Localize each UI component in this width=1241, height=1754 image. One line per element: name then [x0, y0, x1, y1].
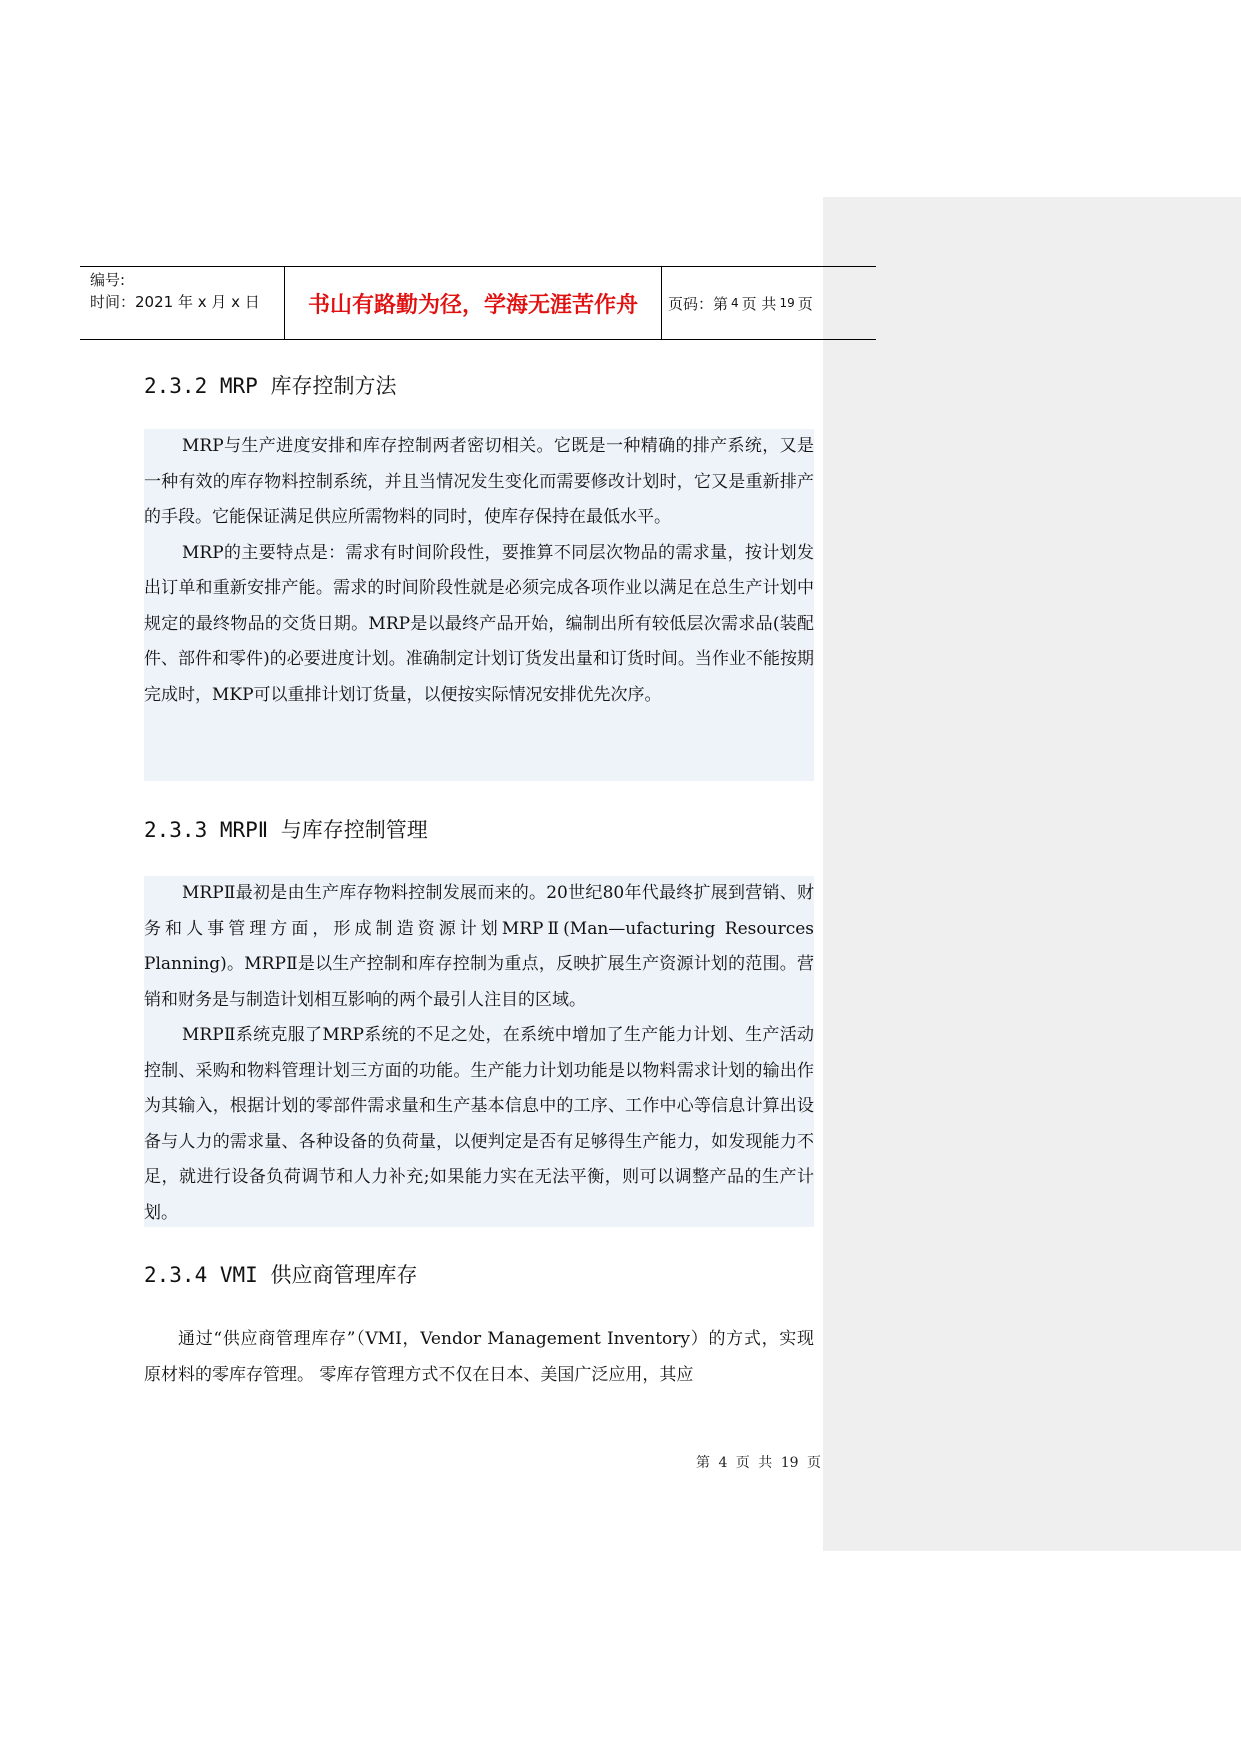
paragraph: MRPⅡ系统克服了MRP系统的不足之处，在系统中增加了生产能力计划、生产活动控制、采购和物料管理计划三方面的功能。生产能力计划功能是以物料需求计划的输出作为其输入，根据计划的零部件需求量和生产基本信息中的工序、工作中心等信息计算出设备与人力的需求量、各种设备的负荷量，以便判定是否有足够得生产能力，如发现能力不足，就进行设备负荷调节和人力补充;如果能力实在无法平衡，则可以调整产品的生产计划。: [144, 1025, 814, 1223]
section-body-2-3-4: [144, 1322, 814, 1393]
paragraph: 通过“供应商管理库存”（VMI，Vendor Management Inventory）的方式，实现原材料的零库存管理。 零库存管理方式不仅在日本、美国广泛应用，其应: [144, 1329, 814, 1385]
paragraph: MRP的主要特点是：需求有时间阶段性，要推算不同层次物品的需求量，按计划发出订单和重新安排产能。需求的时间阶段性就是必须完成各项作业以满足在总生产计划中规定的最终物品的交货日期。MRP是以最终产品开始，编制出所有较低层次需求品(装配件、部件和零件)的必要进度计划。准确制定计划订货发出量和订货时间。当作业不能按期完成时，MKP可以重排计划订货量，以便按实际情况安排优先次序。: [144, 542, 814, 705]
header-page-cell: [660, 267, 876, 339]
page-total: 19: [779, 296, 795, 310]
document-header-table: [80, 266, 876, 340]
section-number: 2.3.3 MRPⅡ: [144, 818, 269, 842]
section-body-2-3-3: [144, 876, 814, 1227]
paragraph: MRP与生产进度安排和库存控制两者密切相关。它既是一种精确的排产系统，又是一种有效的库存物料控制系统，并且当情况发生变化而需要修改计划时，它又是重新排产的手段。它能保证满足供应所需物料的同时，使库存保持在最低水平。: [144, 436, 814, 527]
section-body-2-3-2: [144, 429, 814, 781]
section-heading-2-3-3: [144, 814, 428, 844]
section-heading-2-3-2: [144, 370, 396, 400]
paragraph: MRPⅡ最初是由生产库存物料控制发展而来的。20世纪80年代最终扩展到营销、财务和人事管理方面，形成制造资源计划MRPⅡ(Man—ufacturing Resources Planning)。MRPⅡ是以生产控制和库存控制为重点，反映扩展生产资源计划的范围。营销和财务是与制造计划相互影响的两个最引人注目的区域。: [144, 883, 814, 1010]
date-label: 时间：2021 年 x 月 x 日: [90, 293, 260, 311]
comment-margin-panel: [823, 197, 1241, 1551]
section-number: 2.3.4 VMI: [144, 1263, 258, 1287]
motto-text: 书山有路勤为径，学海无涯苦作舟: [307, 292, 638, 318]
page-current: 4: [731, 296, 739, 310]
section-heading-2-3-4: [144, 1259, 417, 1289]
section-title: 与库存控制管理: [280, 818, 428, 842]
page-suffix: 页: [797, 294, 813, 313]
page-prefix: 页码：第: [668, 294, 729, 313]
page-mid: 页 共: [741, 294, 777, 313]
page-footer: 第 4 页 共 19 页: [696, 1455, 821, 1471]
number-label: 编号:: [90, 271, 126, 289]
section-title: 库存控制方法: [270, 374, 397, 398]
header-motto-cell: [284, 267, 662, 339]
header-meta-cell: [80, 267, 284, 339]
section-number: 2.3.2 MRP: [144, 374, 258, 398]
section-title: 供应商管理库存: [270, 1263, 418, 1287]
